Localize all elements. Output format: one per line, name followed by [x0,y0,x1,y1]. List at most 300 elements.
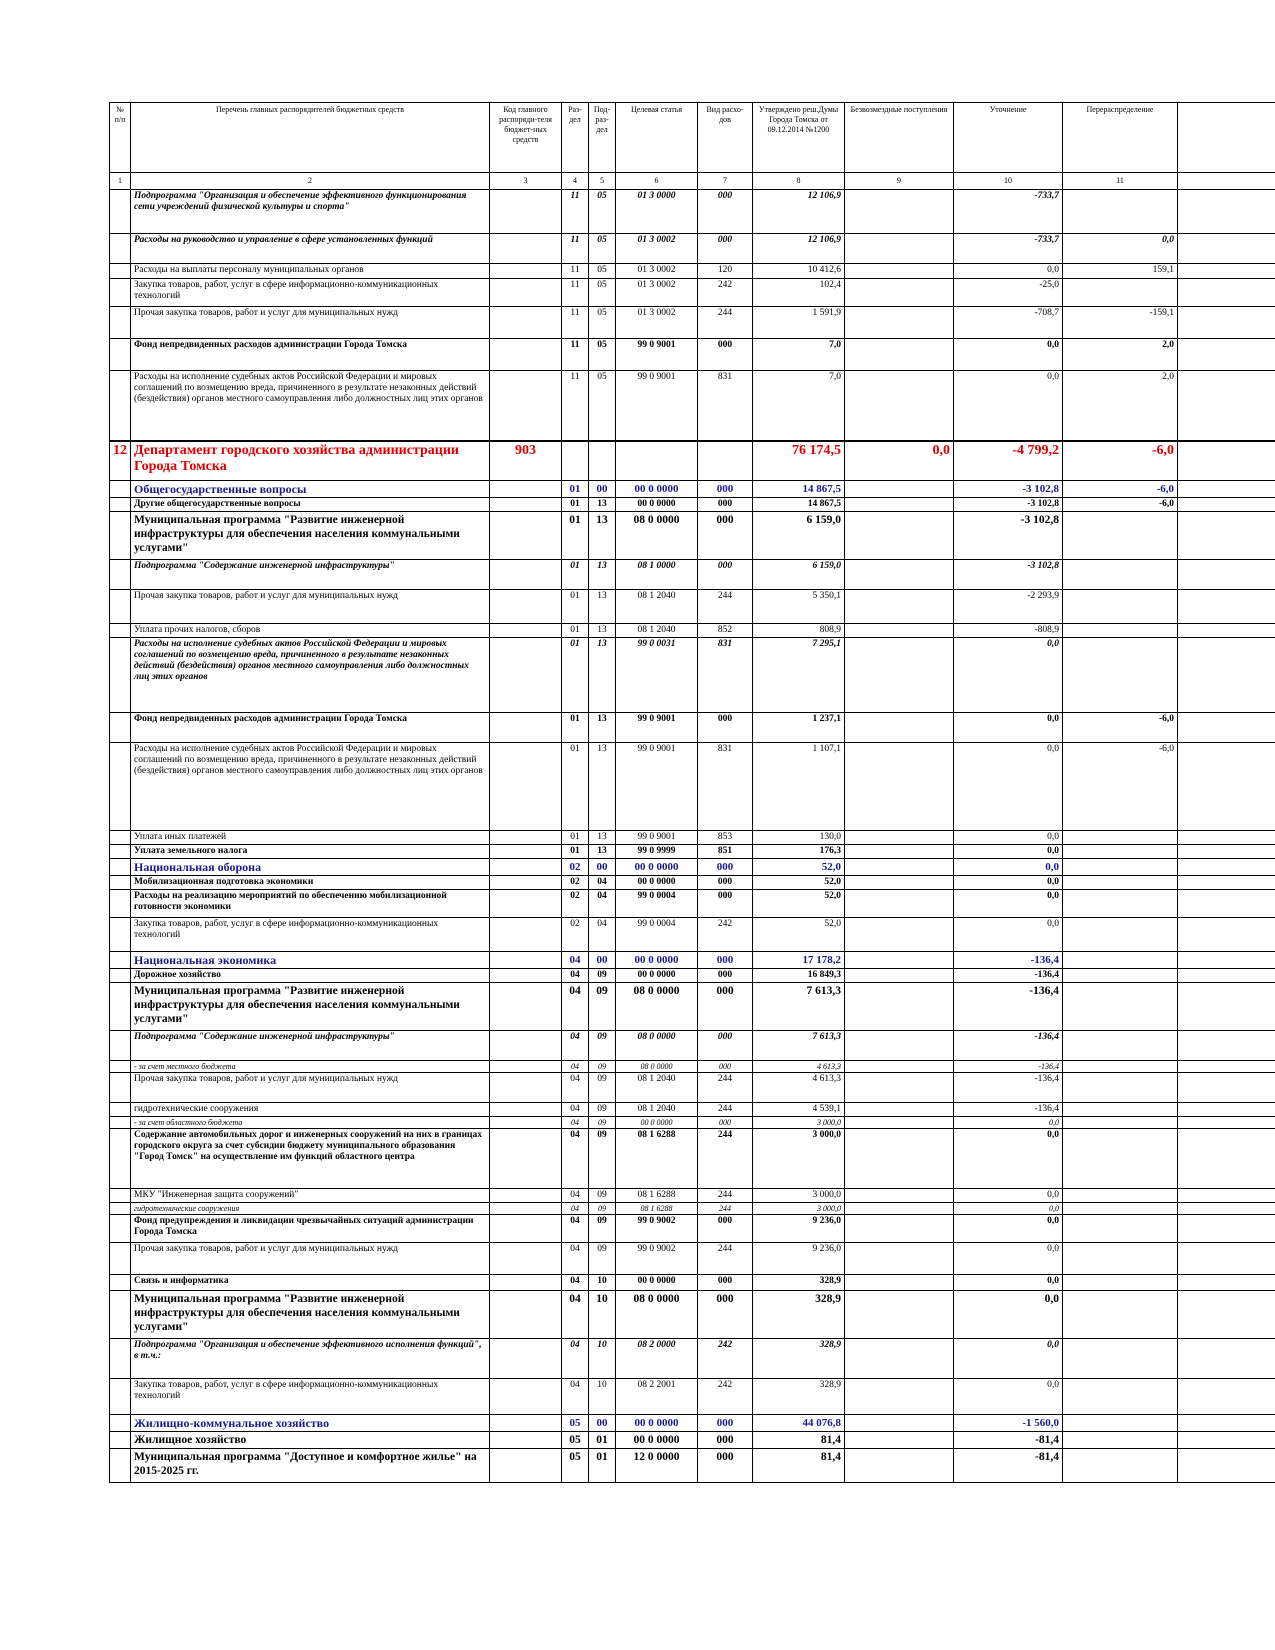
row-grants [845,1379,954,1415]
row-clarification: -4 799,2 [954,441,1063,481]
row-podrazdel: 09 [589,1189,616,1203]
row-razdel [562,441,589,481]
row-extra [1178,279,1275,307]
row-podrazdel: 00 [589,481,616,498]
row-redistribution [1063,983,1178,1031]
colnum [1178,173,1275,190]
row-razdel: 04 [562,983,589,1031]
table-row [110,845,1275,859]
table-row [110,1339,1275,1379]
row-name: Департамент городского хозяйства администрации Города Томска [131,441,490,481]
row-razdel: 01 [562,512,589,560]
row-code [490,1061,562,1073]
row-grants [845,1215,954,1243]
row-approved: 14 867,5 [753,481,845,498]
column-number-row [110,173,1275,190]
row-razdel: 04 [562,1339,589,1379]
row-podrazdel: 09 [589,1103,616,1117]
row-podrazdel: 13 [589,831,616,845]
row-grants [845,859,954,876]
row-razdel: 11 [562,264,589,279]
row-extra [1178,1415,1275,1432]
row-grants [845,952,954,969]
row-clarification: 0,0 [954,371,1063,441]
row-redistribution [1063,1291,1178,1339]
table-row [110,969,1275,983]
row-number [110,512,131,560]
row-approved: 52,0 [753,859,845,876]
row-podrazdel: 04 [589,876,616,890]
row-extra [1178,831,1275,845]
row-number [110,876,131,890]
row-number [110,845,131,859]
row-number [110,952,131,969]
row-code [490,1031,562,1061]
row-grants [845,481,954,498]
row-redistribution [1063,890,1178,918]
row-redistribution [1063,1189,1178,1203]
row-name: - за счет местного бюджета [131,1061,490,1073]
row-razdel: 04 [562,1061,589,1073]
table-row [110,498,1275,512]
row-clarification: 0,0 [954,1243,1063,1275]
row-target-article: 00 0 0000 [616,481,698,498]
row-podrazdel: 05 [589,279,616,307]
row-name: Связь и информатика [131,1275,490,1291]
row-grants [845,339,954,371]
row-clarification: -136,4 [954,969,1063,983]
row-name: Фонд предупреждения и ликвидации чрезвычайных ситуаций администрации Города Томска [131,1215,490,1243]
row-redistribution [1063,1379,1178,1415]
row-name: Муниципальная программа "Развитие инженерной инфраструктуры для обеспечения населения коммунальными услугами" [131,983,490,1031]
row-grants [845,1203,954,1215]
header-name: Перечень главных распорядителей бюджетных средств [131,103,490,173]
row-approved: 7 613,3 [753,1031,845,1061]
row-approved: 328,9 [753,1339,845,1379]
row-name: Мобилизационная подготовка экономики [131,876,490,890]
row-target-article: 01 3 0002 [616,264,698,279]
row-podrazdel: 09 [589,969,616,983]
row-redistribution [1063,1103,1178,1117]
row-grants [845,1061,954,1073]
row-code [490,983,562,1031]
row-number [110,624,131,638]
row-podrazdel: 13 [589,498,616,512]
row-redistribution [1063,1275,1178,1291]
row-number [110,1291,131,1339]
row-code [490,845,562,859]
row-target-article: 08 0 0000 [616,512,698,560]
row-redistribution: 0,0 [1063,234,1178,264]
row-grants [845,1275,954,1291]
row-target-article: 08 2 0000 [616,1339,698,1379]
row-podrazdel: 13 [589,590,616,624]
row-razdel: 11 [562,307,589,339]
header-podrazdel: Под-раз-дел [589,103,616,173]
row-clarification: -733,7 [954,190,1063,234]
header-clarification: Уточнение [954,103,1063,173]
row-code [490,831,562,845]
row-grants [845,743,954,831]
row-podrazdel: 05 [589,339,616,371]
row-grants [845,590,954,624]
row-number [110,983,131,1031]
row-target-article: 00 0 0000 [616,952,698,969]
row-redistribution [1063,512,1178,560]
row-approved: 14 867,5 [753,498,845,512]
row-clarification: -136,4 [954,983,1063,1031]
row-extra [1178,1275,1275,1291]
row-clarification: 0,0 [954,1339,1063,1379]
table-row [110,713,1275,743]
row-expense-type: 242 [698,918,753,952]
row-target-article: 00 0 0000 [616,498,698,512]
row-approved: 4 613,3 [753,1061,845,1073]
row-expense-type: 000 [698,339,753,371]
row-razdel: 05 [562,1415,589,1432]
row-name: Фонд непредвиденных расходов администрации Города Томска [131,713,490,743]
row-redistribution [1063,1117,1178,1129]
row-approved: 9 236,0 [753,1215,845,1243]
row-razdel: 02 [562,876,589,890]
row-code [490,512,562,560]
table-row [110,859,1275,876]
row-clarification: -3 102,8 [954,560,1063,590]
row-approved: 3 000,0 [753,1203,845,1215]
row-target-article: 01 3 0002 [616,307,698,339]
row-code [490,1189,562,1203]
row-approved: 9 236,0 [753,1243,845,1275]
row-grants [845,371,954,441]
row-expense-type: 242 [698,1339,753,1379]
colnum: 9 [845,173,954,190]
row-redistribution [1063,969,1178,983]
row-name: Содержание автомобильных дорог и инженерных сооружений на них в границах городского округа за счет субсидии бюджету муниципального образования "Город Томск" на осуществление им функций областного центра [131,1129,490,1189]
row-redistribution: 2,0 [1063,371,1178,441]
row-clarification: 0,0 [954,1275,1063,1291]
row-extra [1178,890,1275,918]
row-number [110,1061,131,1073]
row-approved: 7,0 [753,371,845,441]
row-grants [845,234,954,264]
row-podrazdel: 09 [589,1031,616,1061]
row-grants [845,1103,954,1117]
row-name: Дорожное хозяйство [131,969,490,983]
row-target-article: 99 0 9002 [616,1215,698,1243]
row-razdel: 04 [562,952,589,969]
row-extra [1178,1073,1275,1103]
row-grants [845,876,954,890]
row-name: Закупка товаров, работ, услуг в сфере информационно-коммуникационных технологий [131,918,490,952]
row-redistribution [1063,952,1178,969]
row-razdel: 11 [562,339,589,371]
row-podrazdel: 13 [589,560,616,590]
row-razdel: 04 [562,1129,589,1189]
row-extra [1178,624,1275,638]
row-approved: 52,0 [753,890,845,918]
row-extra [1178,498,1275,512]
row-name: Подпрограмма "Организация и обеспечение эффективного функционирования сети учреждений физической культуры и спорта" [131,190,490,234]
row-extra [1178,264,1275,279]
row-grants [845,918,954,952]
row-approved: 6 159,0 [753,560,845,590]
row-redistribution [1063,876,1178,890]
row-code [490,743,562,831]
row-approved: 12 106,9 [753,234,845,264]
row-grants [845,1291,954,1339]
row-code [490,1203,562,1215]
row-extra [1178,190,1275,234]
row-clarification: -808,9 [954,624,1063,638]
header-expense-type: Вид расхо-дов [698,103,753,173]
row-extra [1178,983,1275,1031]
row-code [490,890,562,918]
row-expense-type: 831 [698,743,753,831]
table-row [110,264,1275,279]
row-extra [1178,1339,1275,1379]
row-target-article: 99 0 9001 [616,713,698,743]
row-name: Муниципальная программа "Развитие инженерной инфраструктуры для обеспечения населения коммунальными услугами" [131,1291,490,1339]
row-expense-type: 000 [698,1061,753,1073]
row-target-article: 99 0 9001 [616,371,698,441]
row-podrazdel: 09 [589,1061,616,1073]
row-code [490,264,562,279]
row-extra [1178,1432,1275,1449]
row-approved: 176,3 [753,845,845,859]
row-target-article: 01 3 0002 [616,279,698,307]
row-redistribution: -6,0 [1063,441,1178,481]
row-podrazdel: 13 [589,713,616,743]
row-expense-type: 000 [698,969,753,983]
row-approved: 76 174,5 [753,441,845,481]
row-approved: 6 159,0 [753,512,845,560]
row-code [490,1103,562,1117]
table-row [110,952,1275,969]
row-clarification: -2 293,9 [954,590,1063,624]
row-clarification: 0,0 [954,859,1063,876]
row-approved: 328,9 [753,1379,845,1415]
row-razdel: 01 [562,743,589,831]
row-podrazdel: 09 [589,1129,616,1189]
row-clarification: 0,0 [954,1291,1063,1339]
row-number [110,1339,131,1379]
row-expense-type: 000 [698,952,753,969]
row-razdel: 04 [562,1203,589,1215]
row-redistribution [1063,831,1178,845]
row-clarification: -81,4 [954,1449,1063,1483]
row-expense-type: 000 [698,713,753,743]
row-name: Национальная оборона [131,859,490,876]
row-clarification: -136,4 [954,1073,1063,1103]
header-code: Код главного распоряди-теля бюджет-ных средств [490,103,562,173]
row-target-article: 99 0 9001 [616,831,698,845]
row-number [110,1129,131,1189]
row-code [490,1215,562,1243]
row-expense-type: 000 [698,481,753,498]
row-expense-type: 000 [698,1449,753,1483]
row-expense-type: 000 [698,859,753,876]
row-expense-type: 000 [698,876,753,890]
row-approved: 328,9 [753,1275,845,1291]
row-podrazdel: 10 [589,1291,616,1339]
row-number [110,1449,131,1483]
row-redistribution [1063,1203,1178,1215]
row-name: Жилищно-коммунальное хозяйство [131,1415,490,1432]
row-razdel: 01 [562,713,589,743]
row-number [110,590,131,624]
row-extra [1178,1061,1275,1073]
row-razdel: 04 [562,1275,589,1291]
row-razdel: 04 [562,1031,589,1061]
row-expense-type: 000 [698,512,753,560]
table-row [110,1275,1275,1291]
row-number [110,1379,131,1415]
row-extra [1178,743,1275,831]
row-number [110,1203,131,1215]
colnum: 3 [490,173,562,190]
row-expense-type: 000 [698,1432,753,1449]
row-target-article: 12 0 0000 [616,1449,698,1483]
row-redistribution [1063,1061,1178,1073]
row-target-article: 08 1 2040 [616,1103,698,1117]
row-approved: 52,0 [753,918,845,952]
row-redistribution [1063,1449,1178,1483]
row-number [110,1117,131,1129]
table-row [110,1061,1275,1073]
row-approved: 328,9 [753,1291,845,1339]
row-approved: 1 107,1 [753,743,845,831]
row-number [110,969,131,983]
row-razdel: 05 [562,1432,589,1449]
header-extra [1178,103,1275,173]
row-code [490,234,562,264]
row-code [490,1339,562,1379]
row-code [490,1432,562,1449]
row-extra [1178,481,1275,498]
row-expense-type: 000 [698,983,753,1031]
row-grants [845,831,954,845]
row-redistribution [1063,1073,1178,1103]
row-razdel: 01 [562,481,589,498]
row-approved: 130,0 [753,831,845,845]
row-target-article: 00 0 0000 [616,859,698,876]
row-target-article: 00 0 0000 [616,876,698,890]
row-name: Уплата земельного налога [131,845,490,859]
row-approved: 12 106,9 [753,190,845,234]
row-podrazdel: 10 [589,1379,616,1415]
row-target-article: 99 0 0004 [616,890,698,918]
row-podrazdel: 09 [589,1243,616,1275]
row-redistribution: -6,0 [1063,713,1178,743]
row-extra [1178,876,1275,890]
row-grants [845,512,954,560]
row-approved: 10 412,6 [753,264,845,279]
row-approved: 1 591,9 [753,307,845,339]
row-podrazdel: 05 [589,190,616,234]
row-extra [1178,1215,1275,1243]
row-target-article: 00 0 0000 [616,1117,698,1129]
colnum: 6 [616,173,698,190]
row-redistribution [1063,624,1178,638]
row-redistribution [1063,1243,1178,1275]
row-code [490,1129,562,1189]
row-code [490,859,562,876]
table-row [110,1103,1275,1117]
row-code [490,279,562,307]
row-number [110,279,131,307]
row-extra [1178,952,1275,969]
colnum: 5 [589,173,616,190]
row-name: Расходы на исполнение судебных актов Российской Федерации и мировых соглашений по возмещению вреда, причиненного в результате незаконных действий (бездействия) органов местного самоуправления либо должностных лиц этих органов [131,371,490,441]
row-grants: 0,0 [845,441,954,481]
row-redistribution [1063,859,1178,876]
row-code [490,952,562,969]
row-name: Жилищное хозяйство [131,1432,490,1449]
row-podrazdel: 04 [589,918,616,952]
row-grants [845,1449,954,1483]
row-razdel: 04 [562,1243,589,1275]
row-extra [1178,1243,1275,1275]
colnum: 7 [698,173,753,190]
row-podrazdel: 09 [589,1073,616,1103]
table-row [110,876,1275,890]
row-extra [1178,1103,1275,1117]
table-row [110,1073,1275,1103]
table-row [110,1291,1275,1339]
row-number [110,498,131,512]
row-extra [1178,859,1275,876]
row-podrazdel: 05 [589,307,616,339]
row-razdel: 04 [562,1103,589,1117]
row-number [110,859,131,876]
header-redistribution: Перераспределение [1063,103,1178,173]
row-number [110,1415,131,1432]
row-podrazdel: 01 [589,1449,616,1483]
header-approved: Утверждено реш.Думы Города Томска от 09.12.2014 №1200 [753,103,845,173]
table-row [110,481,1275,498]
row-grants [845,560,954,590]
row-redistribution [1063,1215,1178,1243]
budget-table [109,102,1275,1483]
row-expense-type: 000 [698,498,753,512]
row-razdel: 01 [562,624,589,638]
row-redistribution: -6,0 [1063,481,1178,498]
table-row [110,1432,1275,1449]
row-podrazdel: 13 [589,512,616,560]
row-grants [845,845,954,859]
row-extra [1178,307,1275,339]
row-target-article: 08 0 0000 [616,1031,698,1061]
row-podrazdel: 10 [589,1339,616,1379]
row-podrazdel: 13 [589,638,616,713]
row-expense-type: 000 [698,1291,753,1339]
row-approved: 7,0 [753,339,845,371]
row-approved: 3 000,0 [753,1117,845,1129]
colnum: 4 [562,173,589,190]
row-expense-type: 244 [698,590,753,624]
row-code [490,481,562,498]
row-clarification: 0,0 [954,831,1063,845]
row-number [110,371,131,441]
row-redistribution [1063,1031,1178,1061]
row-number [110,1031,131,1061]
table-row [110,560,1275,590]
table-body [110,190,1275,1483]
row-name: гидротехнические сооружения [131,1103,490,1117]
row-clarification: 0,0 [954,918,1063,952]
row-grants [845,498,954,512]
row-redistribution: 2,0 [1063,339,1178,371]
